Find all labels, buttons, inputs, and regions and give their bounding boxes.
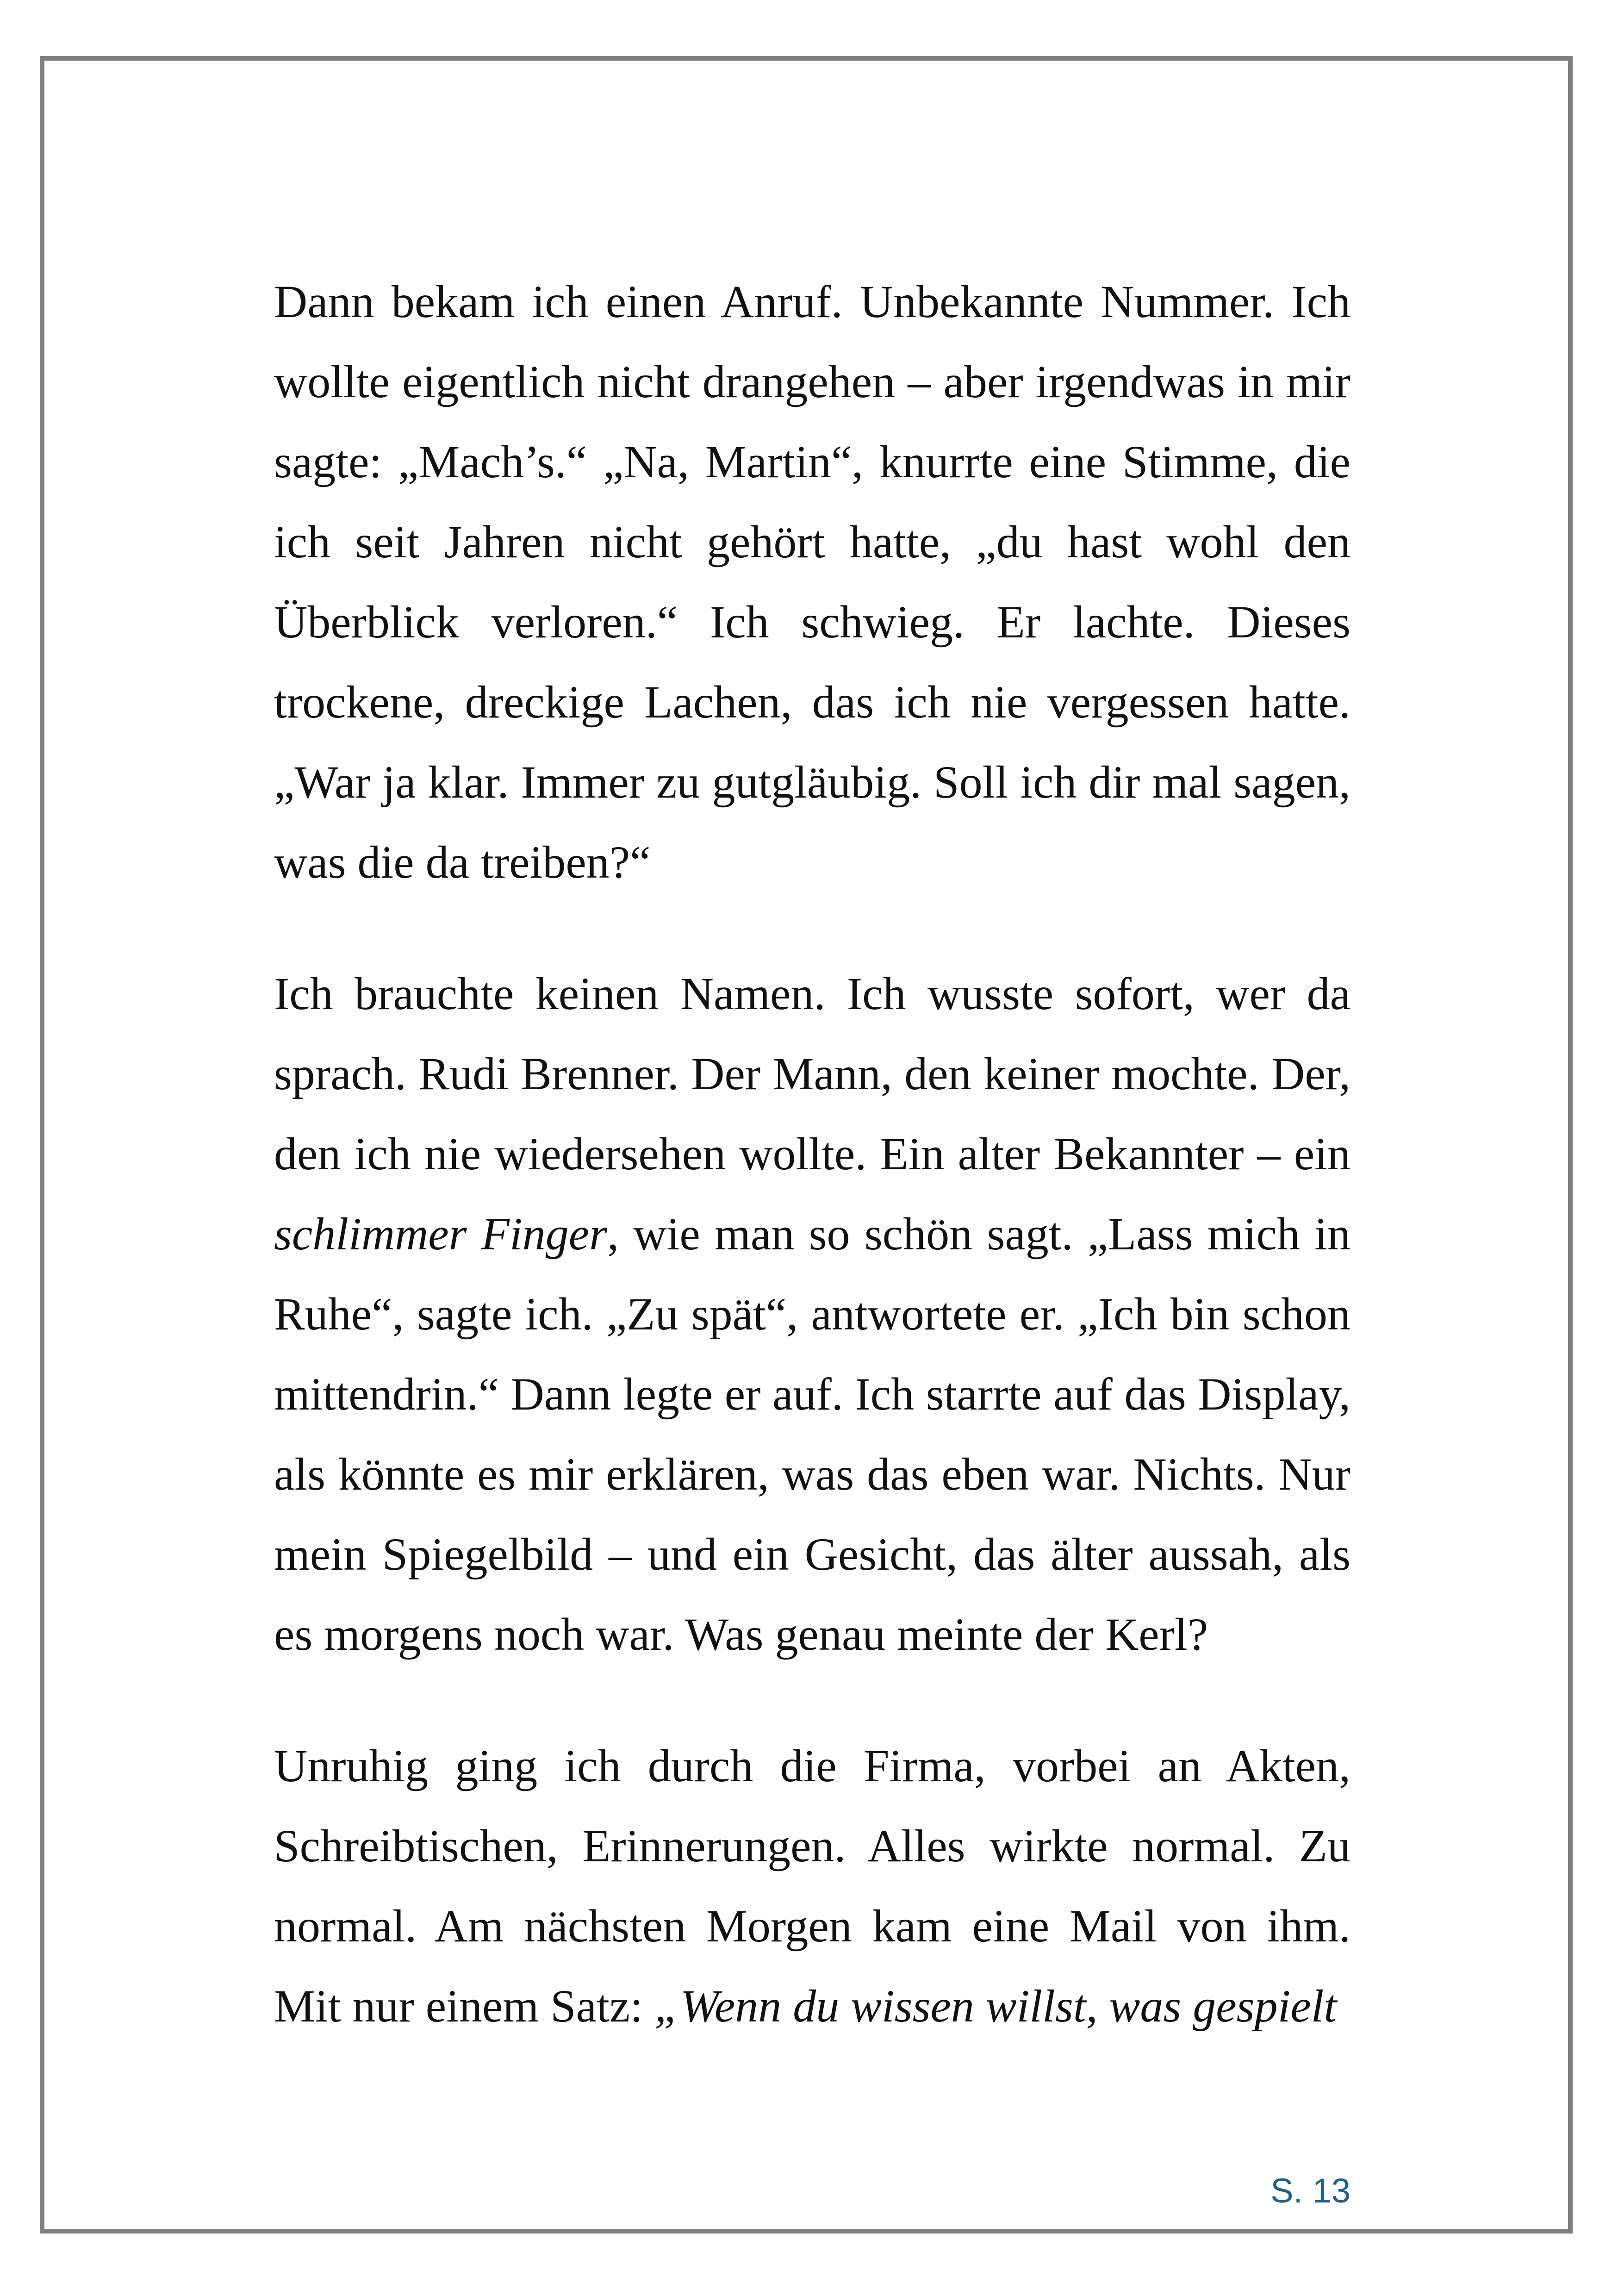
paragraph-2-text-end: , wie man so schön sagt. „Lass mich in Ruhe“, sagte ich. „Zu spät“, antwortete er. „Ich bin schon mittendrin.“ Dann legte er auf. Ich starrte auf das Display, als könnte es mir erklären, was das eben war. Nichts. Nur mein Spiegelbild – und ein Gesicht, das älter aussah, als es morgens noch war. Was genau meinte der Kerl? [274,1208,1350,1660]
paragraph-1 [274,262,1350,902]
paragraph-3 [274,1726,1350,2046]
paragraph-2-italic-phrase: schlimmer Finger [274,1208,608,1260]
paragraph-3-italic-quote: „Wenn du wissen willst, was gespielt [654,1980,1337,2032]
paragraph-2-text-start: Ich brauchte keinen Namen. Ich wusste sofort, wer da sprach. Rudi Brenner. Der Mann, den keiner mochte. Der, den ich nie wiedersehen wollte. Ein alter Bekannter – ein [274,968,1350,1179]
paragraph-1-text: Dann bekam ich einen Anruf. Unbekannte Nummer. Ich wollte eigentlich nicht drangehen – aber irgendwas in mir sagte: „Mach’s.“ „Na, Martin“, knurrte eine Stimme, die ich seit Jahren nicht gehört hatte, „du hast wohl den Überblick verloren.“ Ich schwieg. Er lachte. Dieses trockene, dreckige Lachen, das ich nie vergessen hatte. „War ja klar. Immer zu gutgläubig. Soll ich dir mal sagen, was die da treiben?“ [274,276,1350,888]
page-number: S. 13 [1270,2171,1350,2210]
body-text [274,262,1350,2046]
paragraph-2 [274,954,1350,1674]
paragraph-3-text: Unruhig ging ich durch die Firma, vorbei an Akten, Schreibtischen, Erinnerungen. Alles wirkte normal. Zu normal. Am nächsten Morgen kam eine Mail von ihm. Mit nur einem Satz: [274,1740,1350,2032]
